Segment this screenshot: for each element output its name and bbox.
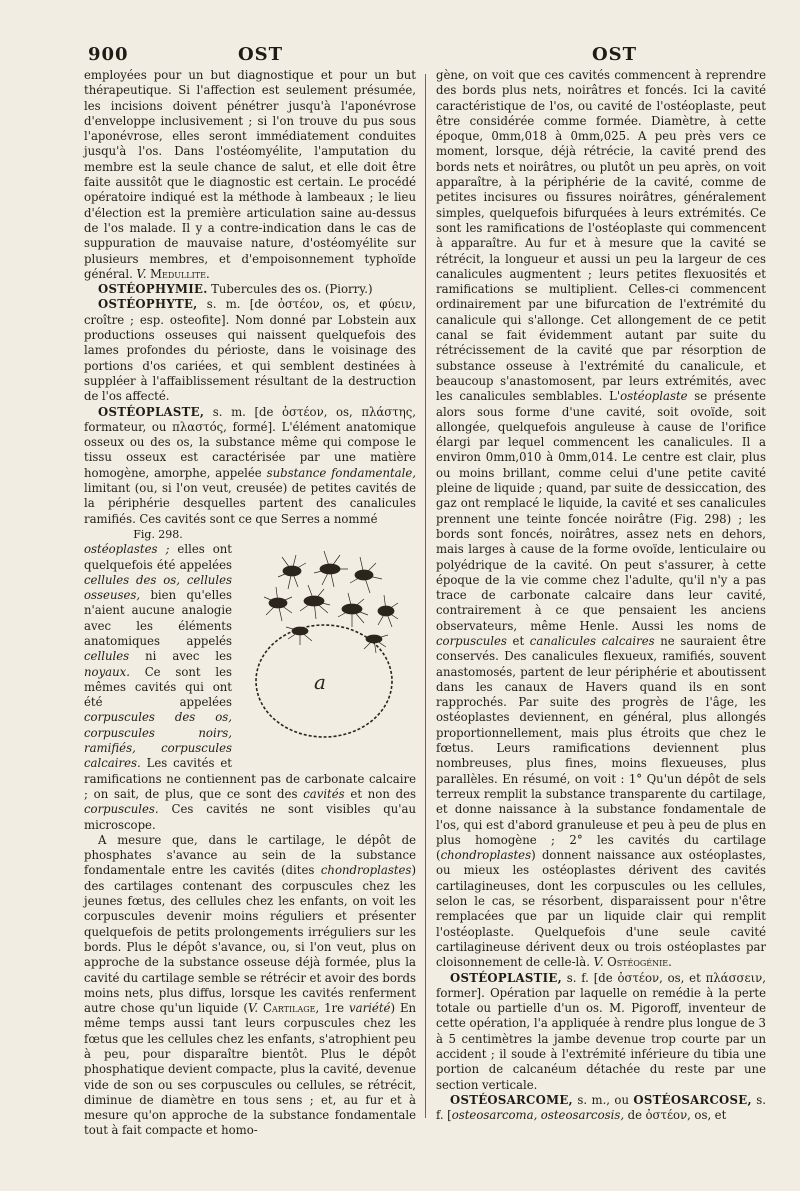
page-number: 900: [88, 44, 129, 65]
headword: OSTÉOSARCOSE,: [633, 1092, 752, 1107]
headword: OSTÉOPHYTE,: [98, 297, 198, 312]
running-head-left: OST: [238, 44, 284, 65]
right-column: [436, 68, 766, 1123]
entry-osteoplaste: OSTÉOPLASTE, s. m. [de ὀστέον, os, πλάστης, formateur, ou πλαστός, formé]. L'élément anatomique osseux ou des os, la substance même qui compose le tissu osseux est caractérisée par une matière homogène, amorphe, appelée substance fondamentale, limitant (ou, si l'on veut, creusée) de petites cavités de la périphérie desquelles partent des canalicules ramifiés. Ces cavités sont ce que Serres a nommé a: [84, 405, 416, 527]
paragraph-a-mesure: A mesure que, dans le cartilage, le dépôt de phosphates s'avance au sein de la substance fondamentale entre les cavités (dites chondroplastes) des cartilages contenant des corpuscules chez les jeunes fœtus, des cellules chez les enfants, on voit les corpuscules devenir moins réguliers et présenter quelquefois de petits prolongements irréguliers sur les bords. Plus le dépôt s'avance, ou, si l'on veut, plus on approche de la substance osseuse déjà formée, plus la cavité du cartilage semble se rétrécir et avoir des bords moins nets, plus diffus, lorsque les cavités renferment autre chose qu'un liquide (V. Cartilage, 1re variété) En même temps aussi tant leurs corpuscules chez les fœtus que les cellules chez les enfants, s'atrophient peu à peu, pour disparaître bientôt. Plus le dépôt phosphatique devient compacte, plus la cavité, devenue vide de son ou ses corpuscules ou cellules, se rétrécit, diminue de diamètre en tous sens ; et, au fur et à mesure qu'on approche de la substance fondamentale tout à fait compacte et homo-: [84, 832, 417, 1138]
figure-caption: Fig. 298.: [133, 527, 183, 541]
column-divider: [425, 74, 426, 1118]
headword: OSTÉOPHYMIE.: [98, 282, 208, 297]
entry-osteoplaste-continued: gène, on voit que ces cavités commencent à reprendre des bords plus nets, noirâtres et foncés. Ici la cavité caractéristique de l'os, ou cavité de l'ostéoplaste, peut être considérée comme formée. Diamètre, à cette époque, 0mm,018 à 0mm,025. A peu près vers ce moment, lorsque, déjà rétrécie, la cavité prend des bords nets et noirâtres, ou plutôt un peu après, on voit apparaître, à la périphérie de la cavité, comme de petites incisures ou fissures noirâtres, généralement simples, quelquefois bifurquées à leurs extrémités. Ce sont les ramifications de l'ostéoplaste qui commencent à apparaître. Au fur et à mesure que la cavité se rétrécit, la longueur et aussi un peu la largeur de ces canalicules augmentent ; leurs petites flexuosités et ramifications se multiplient. Celles-ci commencent ordinairement par une bifurcation de l'extrémité du canalicule qui s'allonge. Cet allongement de ce petit canal se fait évidemment autant par suite du rétrécissement de la cavité que par résorption de substance osseuse à l'extrémité du canalicule, et beaucoup s'anastomosent, par leurs extrémités, avec les canalicules semblables. L'ostéoplaste se présente alors sous forme d'une cavité, soit ovoïde, soit allongée, quelquefois anguleuse à cause de l'orifice élargi par lequel commencent les canalicules. Il a environ 0mm,010 à 0mm,014. Le centre est clair, plus ou moins brillant, comme celui d'une petite cavité pleine de liquide ; quand, par suite de dessiccation, des gaz ont remplacé le liquide, la cavité et ses canalicules prennent une teinte foncée noirâtre (Fig. 298) ; les bords sont foncés, noirâtres, assez nets en dehors, mais larges à cause de la forme ovoïde, lenticulaire ou polyédrique de la cavité. On peut s'assurer, à cette époque de la vie comme chez l'adulte, qu'il n'y a pas trace de carbonate calcaire dans leur cavité, contrairement à ce que pensaient les anciens observateurs, même Henle. Aussi les noms de corpuscules et canalicules calcaires ne sauraient être conservés. Des canalicules flexueux, ramifiés, souvent anastomosés, partent de leur périphérie et aboutissent dans les canaux de Havers quand ils en sont rapprochés. Par suite des progrès de l'âge, les ostéoplastes deviennent, en général, plus allongés proportionnellement, mais plus étroits que chez le fœtus. Leurs ramifications deviennent plus nombreuses, plus fines, moins flexueuses, plus parallèles. En résumé, on voit : 1° Qu'un dépôt de sels terreux remplit la substance transparente du cartilage, et donne naissance à la substance fondamentale de l'os, qui est d'abord granuleuse et peu à peu de plus en plus homogène ; 2° les cavités du cartilage (chondroplastes) donnent naissance aux ostéoplastes, ou mieux les ostéoplastes dérivent des cavités cartilagineuses, dont les corpuscules ou les cellules, selon le cas, se résorbent, disparaissent pour n'être remplacées que par un liquide clair qui remplit l'ostéoplaste. Quelquefois d'une seule cavité cartilagineuse dérivent deux ou trois ostéoplastes par cloisonnement de celle-là. V. Ostéogénie.: [436, 68, 766, 970]
running-head-right: OST: [592, 44, 638, 65]
headword: OSTÉOPLASTE,: [98, 404, 205, 419]
entry-osteophyte: OSTÉOPHYTE, s. m. [de ὀστέον, os, et φύειν, croître ; esp. osteofite]. Nom donné par Lobstein aux productions osseuses qui naissent quelquefois des lames profondes du périoste, dans le voisinage des portions d'os cariées, et qui semblent destinées à suppléer à l'affaiblissement résultant de la destruction de l'os affecté.: [84, 297, 417, 404]
entry-osteosarcome: OSTÉOSARCOME, s. m., ou OSTÉOSARCOSE, s. f. [osteosarcoma, osteosarcosis, de ὀστέον, os, et: [436, 1092, 766, 1123]
osteoplast-illustration: [240, 531, 416, 747]
left-column: employées pour un but diagnostique et pour un but thérapeutique. Si l'affection est seulement présumée, les incisions doivent pénétrer jusqu'à l'aponévrose d'enveloppe inclusivement ; si l'on trouve du pus sous l'aponévrose, elles seront immédiatement conduites jusqu'à l'os. Dans l'ostéomyélite, l'amputation du membre est la seule chance de salut, et elle doit être faite aussitôt que le diagnostic est certain. Le procédé opératoire indiqué est la méthode à lambeaux ; le lieu d'élection est la première articulation saine au-dessus de l'os malade. Il y a contre-indication dans le cas de suppuration de mauvaise nature, d'ostéomyélite sur plusieurs membres, et d'empoisonnement typhoïde général. V. Medullite. OSTÉOPHYMIE. Tubercules des os. (Piorry.) OSTÉOPHYTE, s. m. [de ὀστέον, os, et φύειν, croître ; esp. osteofite]. Nom donné par Lobstein aux productions osseuses qui naissent quelquefois des lames profondes du périoste, dans le voisinage des portions d'os cariées, et qui semblent destinées à suppléer à l'affaiblissement résultant de la destruction de l'os affecté. OSTÉOPLASTE, s. m. [de ὀστέον, os, πλάστης, formateur, ou πλαστός, formé]. L'élément anatomique osseux ou des os, la substance même qui compose le tissu osseux est caractérisée par une matière homogène, amorphe, appelée substance fondamentale, limitant (ou, si l'on veut, creusée) de petites cavités de la périphérie desquelles partent des canalicules ramifiés. Ces cavités sont ce que Serres a nommé a Fig. 298. ostéoplastes ; elles ont quelquefois été appelées cellules des os, cellules osseuses, bien qu'elles n'aient aucune analogie avec les éléments anatomiques appelés cellules ni avec les noyaux. Ce sont les mêmes cavités qui ont été appelées corpuscules des os, corpuscules noirs, ramifiés, corpuscules calcaires. Les cavités et ramifications ne contiennent pas de carbonate calcaire ; on sait, de plus, que ce sont des cavités et non des corpuscules. Ces cavités ne sont visibles qu'au microscope. A mesure que, dans le cartilage, le dépôt de phosphates s'avance au sein de la substance fondamentale entre les cavités (dites chondroplastes) des cartilages contenant des corpuscules chez les jeunes fœtus, des cellules chez les enfants, on voit les corpuscules devenir moins réguliers et présenter quelquefois de petits prolongements irréguliers sur les bords. Plus le dépôt s'avance, ou, si l'on veut, plus on approche de la substance osseuse déjà formée, plus la cavité du cartilage semble se rétrécir et avoir des bords moins nets, plus diffus, lorsque les cavités renferment autre chose qu'un liquide (V. Cartilage, 1re variété) En même temps aussi tant leurs corpuscules chez les fœtus que les cellules chez les enfants, s'atrophient peu à peu, pour disparaître bientôt. Plus le dépôt phosphatique devient compacte, plus la cavité, devenue vide de son ou ses corpuscules ou cellules, se rétrécit, diminue de diamètre en tous sens ; et, au fur et à mesure qu'on approche de la substance fondamentale tout à fait compacte et homo-: [84, 68, 417, 1138]
entry-continuation: employées pour un but diagnostique et pour un but thérapeutique. Si l'affection est seulement présumée, les incisions doivent pénétrer jusqu'à l'aponévrose d'enveloppe inclusivement ; si l'on trouve du pus sous l'aponévrose, elles seront immédiatement conduites jusqu'à l'os. Dans l'ostéomyélite, l'amputation du membre est la seule chance de salut, et elle doit être faite aussitôt que le diagnostic est certain. Le procédé opératoire indiqué est la méthode à lambeaux ; le lieu d'élection est la première articulation saine au-dessus de l'os malade. Il y a contre-indication dans le cas de suppuration de mauvaise nature, d'ostéomyélite sur plusieurs membres, et d'empoisonnement typhoïde général. V. Medullite.: [84, 68, 416, 281]
headword: OSTÉOSARCOME,: [450, 1092, 573, 1107]
headword: OSTÉOPLASTIE,: [450, 970, 562, 985]
entry-osteophymie: OSTÉOPHYMIE. Tubercules des os. (Piorry.): [98, 282, 373, 297]
entry-osteoplastie: OSTÉOPLASTIE, s. f. [de ὀστέον, os, et πλάσσειν, former]. Opération par laquelle on remédie à la perte totale ou partielle d'un os. M. Pigoroff, inventeur de cette opération, l'a appliquée à rendre plus longue de 3 à 5 centimètres la jambe devenue trop courte par un accident ; il soude à l'extrémité inférieure du tibia une portion de calcanéum détachée du reste par une section verticale.: [436, 970, 766, 1092]
figure-298: [240, 531, 416, 763]
figure-label: a: [314, 669, 326, 694]
